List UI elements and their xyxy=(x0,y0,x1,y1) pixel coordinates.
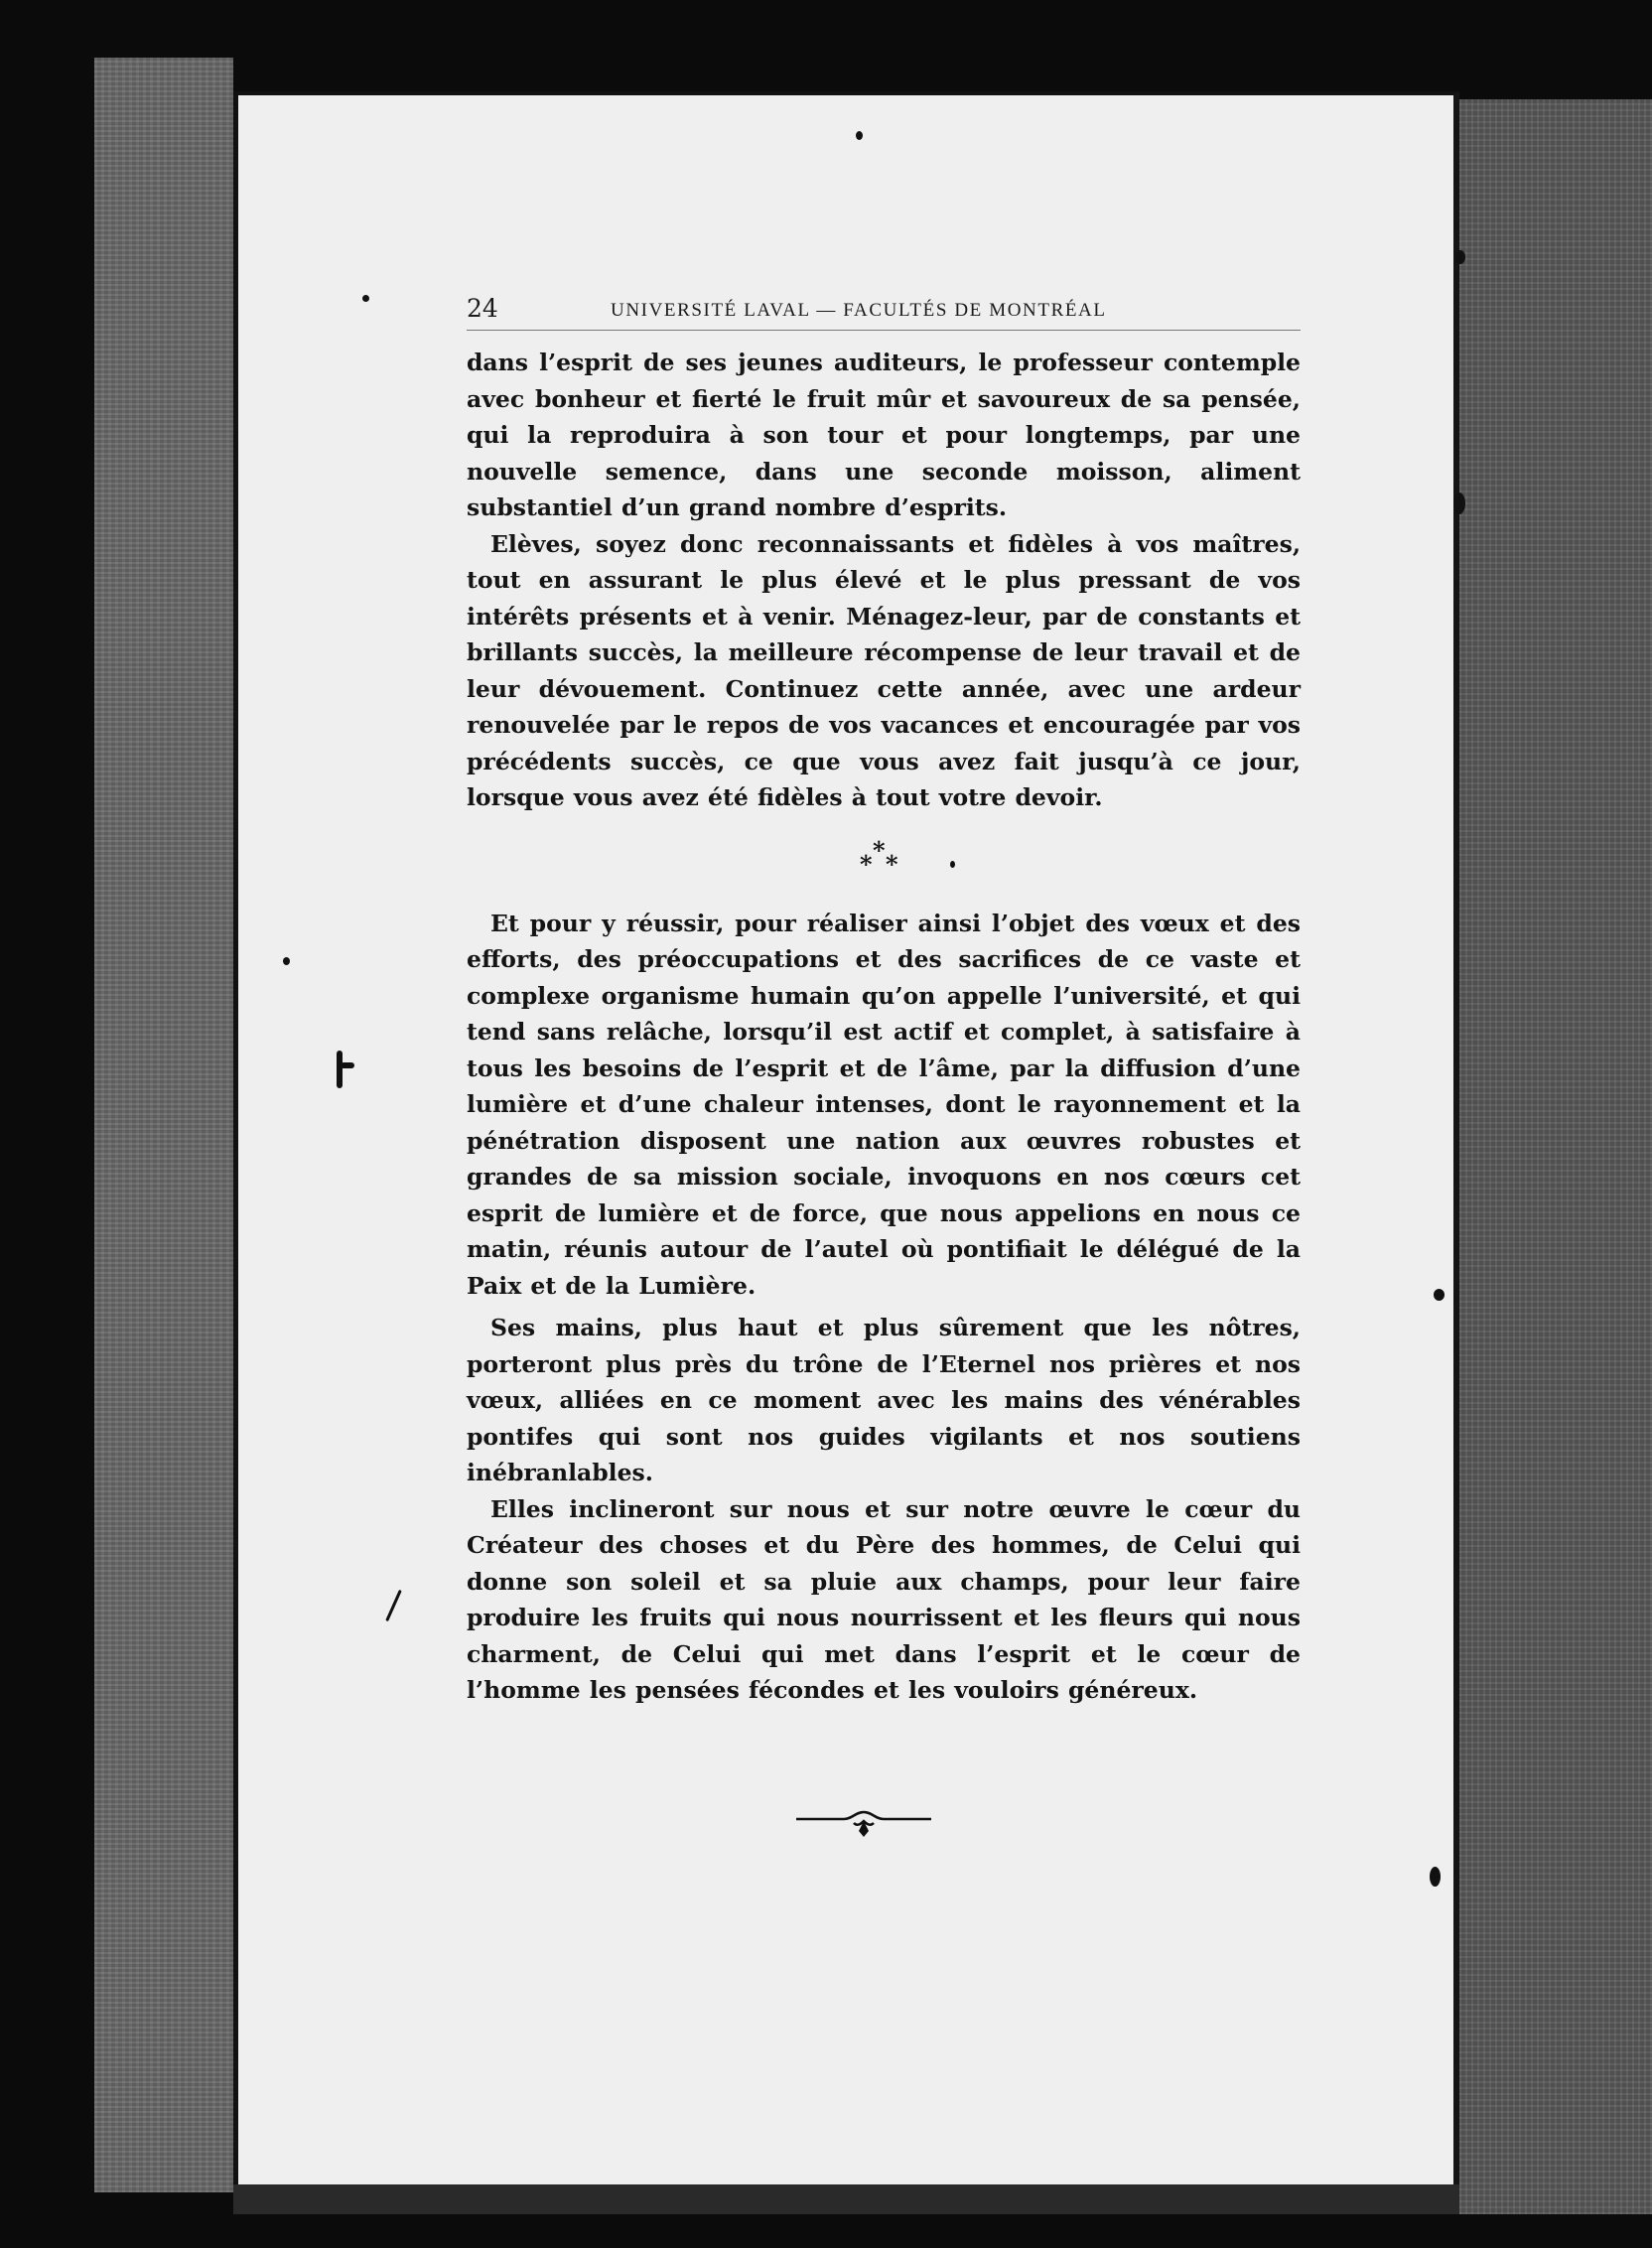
running-title: UNIVERSITÉ LAVAL — FACULTÉS DE MONTRÉAL xyxy=(611,300,1107,321)
asterism-star: * xyxy=(860,849,873,879)
running-head xyxy=(467,290,1301,331)
book-page xyxy=(233,91,1459,2184)
scan-margin-bottom xyxy=(233,2184,1459,2214)
paragraph-continued: dans l’esprit de ses jeunes auditeurs, le professeur contemple avec bonheur et fierté le fruit mûr et savoureux de sa pensée, qui la reproduira à son tour et pour longtemps, par une nouvelle semence, dans une seconde moisson, aliment substantiel d’un grand nombre d’esprits. xyxy=(467,349,1301,521)
asterism-star: * xyxy=(886,849,898,879)
scan-margin-left xyxy=(94,58,233,2192)
page-number: 24 xyxy=(467,294,498,323)
asterism-star: * xyxy=(873,835,886,865)
page-text-block xyxy=(467,290,1301,1709)
paragraph-ses-mains: Ses mains, plus haut et plus sûrement que les nôtres, porteront plus près du trône de l’Eternel nos prières et nos vœux, alliées en ce moment avec les mains des vénérables pontifes qui sont nos guides vigilants et nos soutiens inébranlables. xyxy=(467,1314,1301,1486)
paragraph-eleves: Elèves, soyez donc reconnaissants et fidèles à vos maîtres, tout en assurant le plus élevé et le plus pressant de vos intérêts présents et à venir. Ménagez-leur, par de constants et brillants succès, la meilleure récompense de leur travail et de leur dévouement. Continuez cette année, avec une ardeur renouvelée par le repos de vos vacances et encouragée par vos précédents succès, ce que vous avez fait jusqu’à ce jour, lorsque vous avez été fidèles à tout votre devoir. xyxy=(467,529,1301,811)
section-asterism xyxy=(467,836,1301,888)
tailpiece-ornament-icon xyxy=(794,1809,933,1839)
paragraph-et-pour-y-reussir: Et pour y réussir, pour réaliser ainsi l’objet des vœux et des efforts, des préoccupations et des sacrifices de ce vaste et complexe organisme humain qu’on appelle l’université, et qui tend sans relâche, lorsqu’il est actif et complet, à satisfaire à tous les besoins de l’esprit et de l’âme, par la diffusion d’une lumière et d’une chaleur intenses, dont le rayonnement et la pénétration disposent une nation aux œuvres robustes et grandes de sa mission sociale, invoquons en nos cœurs cet esprit de lumière et de force, que nous appelions en nous ce matin, réunis autour de l’autel où pontifiait le délégué de la Paix et de la Lumière. xyxy=(467,909,1301,1300)
scan-margin-right xyxy=(1459,99,1652,2214)
paragraph-elles-inclineront: Elles inclineront sur nous et sur notre œuvre le cœur du Créateur des choses et du Père des hommes, de Celui qui donne son soleil et sa pluie aux champs, pour leur faire produire les fruits qui nous nourrissent et les fleurs qui nous charment, de Celui qui met dans l’esprit et le cœur de l’homme les pensées fécondes et les vouloirs généreux. xyxy=(467,1494,1301,1704)
